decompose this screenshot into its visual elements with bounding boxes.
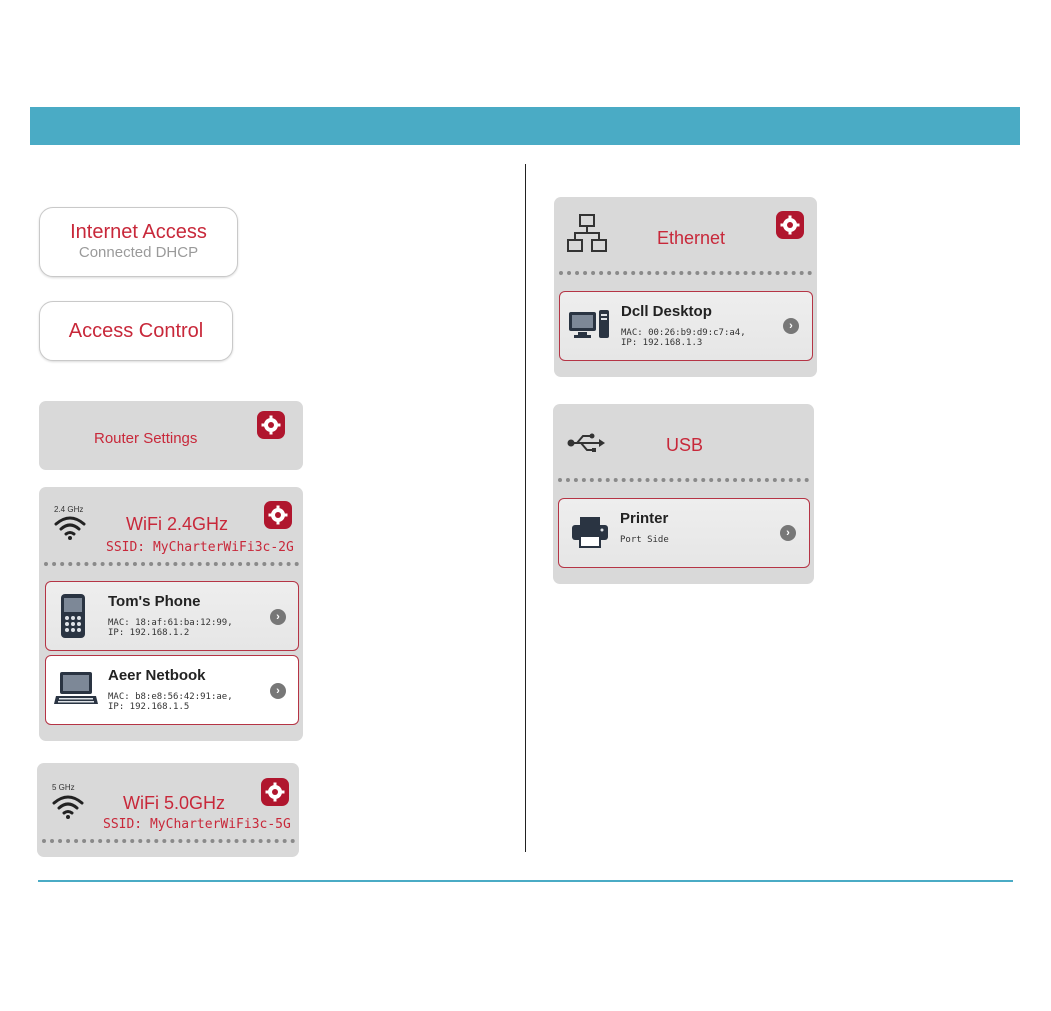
- wifi-24-separator: [44, 562, 299, 566]
- ethernet-gear-icon[interactable]: [776, 211, 804, 239]
- device-mac: MAC: 18:af:61:ba:12:99,: [108, 618, 233, 628]
- footer-line: [38, 880, 1013, 882]
- desktop-icon: [568, 309, 610, 344]
- wifi-50-band-label: 5 GHz: [52, 783, 75, 792]
- access-control-button[interactable]: [39, 301, 233, 361]
- device-mac: MAC: 00:26:b9:d9:c7:a4,: [621, 328, 746, 338]
- device-aeer-netbook[interactable]: [45, 655, 299, 725]
- chevron-right-icon[interactable]: ›: [270, 609, 286, 625]
- wifi-50-title: WiFi 5.0GHz: [123, 793, 226, 813]
- device-dcll-desktop[interactable]: [559, 291, 813, 361]
- device-subtitle: Port Side: [620, 535, 669, 545]
- router-settings-panel[interactable]: [39, 401, 303, 470]
- internet-access-button[interactable]: [39, 207, 238, 277]
- wifi-24-band-label: 2.4 GHz: [54, 505, 84, 514]
- usb-title: USB: [666, 435, 704, 455]
- router-settings-title: Router Settings: [94, 430, 198, 447]
- device-name: Tom's Phone: [108, 593, 201, 610]
- wifi-50-ssid: SSID: MyCharterWiFi3c-5G: [103, 817, 291, 832]
- wifi-24-ssid: SSID: MyCharterWiFi3c-2G: [106, 540, 294, 555]
- printer-icon: [571, 516, 609, 553]
- phone-icon: [60, 593, 86, 644]
- device-toms-phone[interactable]: [45, 581, 299, 651]
- chevron-right-icon[interactable]: ›: [270, 683, 286, 699]
- device-mac: MAC: b8:e8:56:42:91:ae,: [108, 692, 233, 702]
- device-name: Printer: [620, 510, 669, 527]
- internet-access-status: Connected DHCP: [78, 244, 199, 261]
- device-ip: IP: 192.168.1.5: [108, 702, 190, 712]
- wifi-50-gear-icon[interactable]: [261, 778, 289, 806]
- header-bar: [30, 107, 1020, 145]
- chevron-right-icon[interactable]: ›: [783, 318, 799, 334]
- device-ip: IP: 192.168.1.3: [621, 338, 703, 348]
- wifi-signal-icon: [51, 793, 85, 824]
- device-printer[interactable]: [558, 498, 810, 568]
- wifi-24-title: WiFi 2.4GHz: [126, 514, 229, 534]
- usb-panel: [553, 404, 814, 584]
- column-divider: [525, 164, 526, 852]
- device-name: Aeer Netbook: [108, 667, 206, 684]
- network-icon: [566, 213, 608, 258]
- wifi-50-separator: [42, 839, 295, 843]
- internet-access-title: Internet Access: [70, 221, 207, 243]
- device-ip: IP: 192.168.1.2: [108, 628, 190, 638]
- wifi-50-panel: [37, 763, 299, 857]
- wifi-24-panel: [39, 487, 303, 741]
- ethernet-panel: [554, 197, 817, 377]
- wifi-24-gear-icon[interactable]: [264, 501, 292, 529]
- ethernet-separator: [559, 271, 812, 275]
- chevron-right-icon[interactable]: ›: [780, 525, 796, 541]
- laptop-icon: [54, 670, 98, 711]
- ethernet-title: Ethernet: [657, 228, 726, 248]
- wifi-signal-icon: [53, 514, 87, 545]
- usb-icon: [567, 431, 605, 460]
- usb-separator: [558, 478, 809, 482]
- device-name: Dcll Desktop: [621, 303, 712, 320]
- access-control-title: Access Control: [68, 320, 204, 342]
- router-settings-gear-icon[interactable]: [257, 411, 285, 439]
